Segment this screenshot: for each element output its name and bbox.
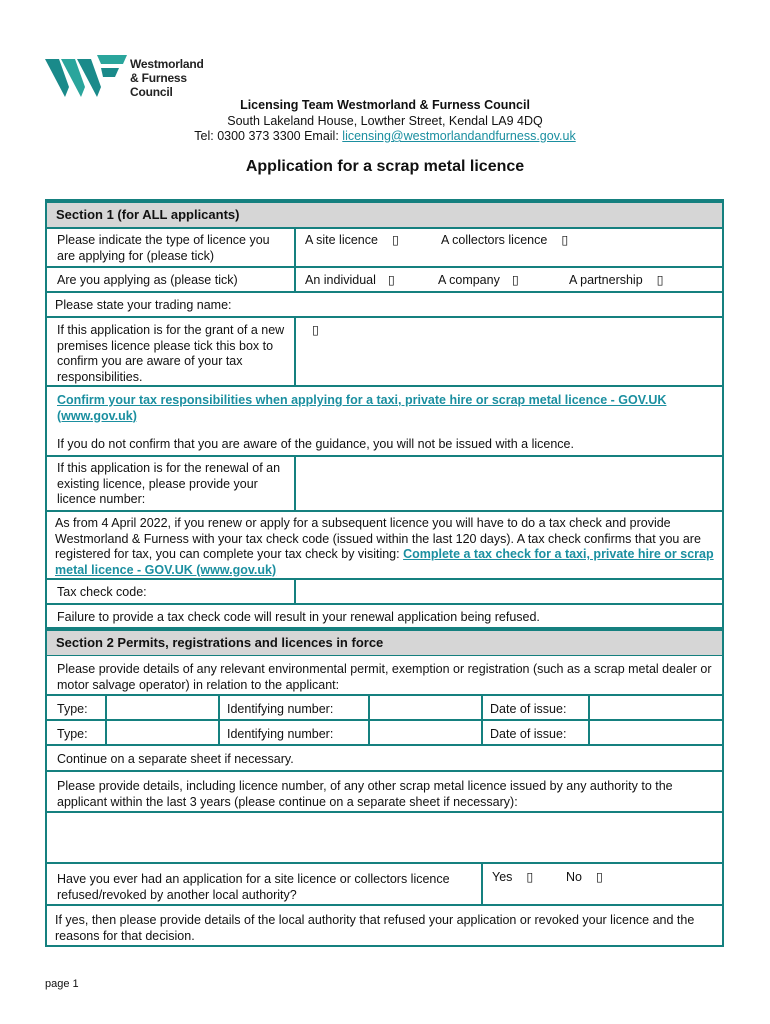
no-option[interactable]	[566, 870, 603, 886]
divider	[45, 316, 724, 318]
checkbox-icon[interactable]: ▯	[387, 273, 395, 287]
divider	[45, 719, 724, 721]
collectors-licence-label: A collectors licence	[441, 233, 548, 247]
type-label: Type:	[57, 727, 88, 741]
col-divider	[105, 694, 107, 744]
yes-option[interactable]	[492, 870, 533, 886]
tax-responsibility-checkbox[interactable]: ▯	[312, 323, 319, 337]
col-divider	[481, 862, 483, 904]
divider	[45, 770, 724, 772]
licence-number-field[interactable]	[298, 458, 722, 508]
failure-text: Failure to provide a tax check code will result in your renewal application being refused.	[57, 610, 540, 624]
site-licence-label: A site licence	[305, 233, 378, 247]
col-divider	[294, 578, 296, 603]
trading-name-label: Please state your trading name:	[55, 298, 232, 312]
divider	[45, 510, 724, 512]
tax-guidance-link-text[interactable]: Confirm your tax responsibilities when applying for a taxi, private hire or scrap metal licence - GOV.UK (www.gov.uk)	[57, 393, 667, 423]
tax-check-code-field[interactable]	[298, 581, 722, 602]
no-label: No	[566, 870, 582, 884]
type-field[interactable]	[108, 722, 216, 743]
continue-text: Continue on a separate sheet if necessary.	[57, 752, 294, 766]
org-address: South Lakeland House, Lowther Street, Kendal LA9 4DQ	[227, 114, 543, 128]
date-of-issue-field[interactable]	[591, 722, 721, 743]
no-confirm-text: If you do not confirm that you are aware of the guidance, you will not be issued with a licence.	[57, 437, 574, 451]
type-field[interactable]	[108, 697, 216, 718]
divider	[45, 744, 724, 746]
divider	[45, 811, 724, 813]
divider	[45, 862, 724, 864]
checkbox-icon[interactable]: ▯	[391, 233, 399, 247]
tax-check-text	[55, 516, 719, 578]
col-divider	[481, 694, 483, 744]
checkbox-icon[interactable]: ▯	[656, 273, 664, 287]
tel-label: Tel: 0300 373 3300 Email:	[194, 129, 343, 143]
identifying-number-label: Identifying number:	[227, 702, 334, 716]
col-divider	[294, 227, 296, 291]
logo-line-1: Westmorland	[130, 57, 204, 71]
type-label: Type:	[57, 702, 88, 716]
divider	[45, 694, 724, 696]
other-licence-text: Please provide details, including licence number, of any other scrap metal licence issued by any authority to the applicant within the last 3 years (please continue on a separate sheet if necessary):	[57, 779, 673, 809]
checkbox-icon[interactable]: ▯	[511, 273, 519, 287]
refused-question: Have you ever had an application for a site licence or collectors licence refused/revoked by another local authority?	[57, 872, 450, 902]
identifying-number-label: Identifying number:	[227, 727, 334, 741]
if-yes-text: If yes, then please provide details of the local authority that refused your application or revoked your licence and the reasons for that decision.	[55, 913, 695, 943]
checkbox-icon[interactable]: ▯	[526, 870, 534, 884]
yes-label: Yes	[492, 870, 513, 884]
company-option[interactable]	[438, 273, 519, 289]
logo-wordmark	[130, 57, 204, 99]
logo-line-2: & Furness	[130, 71, 187, 85]
divider	[45, 385, 724, 387]
checkbox-icon[interactable]: ▯	[561, 233, 569, 247]
col-divider	[588, 694, 590, 744]
partnership-option[interactable]	[569, 273, 664, 289]
col-divider	[294, 316, 296, 385]
identifying-number-field[interactable]	[371, 697, 479, 718]
divider	[45, 578, 724, 580]
identifying-number-field[interactable]	[371, 722, 479, 743]
org-name: Licensing Team Westmorland & Furness Council	[240, 98, 530, 112]
licence-type-question: Please indicate the type of licence you are applying for (please tick)	[57, 233, 270, 263]
divider	[45, 603, 724, 605]
section2-heading: Section 2 Permits, registrations and licences in force	[47, 631, 722, 655]
partnership-label: A partnership	[569, 273, 643, 287]
col-divider	[294, 455, 296, 510]
tax-check-code-label: Tax check code:	[57, 585, 147, 599]
date-of-issue-field[interactable]	[591, 697, 721, 718]
col-divider	[218, 694, 220, 744]
divider	[45, 904, 724, 906]
individual-option[interactable]	[305, 273, 395, 289]
divider	[45, 291, 724, 293]
col-divider	[368, 694, 370, 744]
permit-text: Please provide details of any relevant environmental permit, exemption or registration (such as a scrap metal dealer or motor salvage operator) in relation to the applicant:	[57, 662, 712, 692]
individual-label: An individual	[305, 273, 376, 287]
divider	[45, 455, 724, 457]
date-of-issue-label: Date of issue:	[490, 727, 567, 741]
tax-check-body: As from 4 April 2022, if you renew or apply for a subsequent licence you will have to do a tax check and provide Westmorland & Furness with your tax check code (issued within the last 120 days). A tax check confirms that you are registered for tax, you can complete your tax check by visiting:	[55, 516, 701, 561]
section1-heading: Section 1 (for ALL applicants)	[47, 203, 722, 227]
site-licence-option[interactable]	[305, 233, 399, 249]
divider	[45, 266, 724, 268]
tax-guidance-link[interactable]	[57, 393, 707, 424]
checkbox-icon[interactable]: ▯	[595, 870, 603, 884]
page-title: Application for a scrap metal licence	[245, 158, 525, 175]
renewal-text: If this application is for the renewal of an existing licence, please provide your licence number:	[57, 461, 281, 506]
tax-check-link[interactable]: Complete a tax check for a taxi, private hire or scrap metal licence - GOV.UK (www.gov.uk)	[55, 547, 714, 577]
page-number: page 1	[45, 978, 79, 990]
other-licence-field[interactable]	[48, 814, 722, 860]
grant-text: If this application is for the grant of a new premises licence please tick this box to confirm you are aware of your tax responsibilities.	[57, 323, 285, 384]
date-of-issue-label: Date of issue:	[490, 702, 567, 716]
applying-as-question: Are you applying as (please tick)	[57, 273, 238, 287]
org-contact	[0, 129, 770, 143]
divider	[45, 227, 724, 229]
email-link[interactable]: licensing@westmorlandandfurness.gov.uk	[342, 129, 576, 143]
company-label: A company	[438, 273, 500, 287]
logo-line-3: Council	[130, 85, 173, 99]
collectors-licence-option[interactable]	[441, 233, 568, 249]
